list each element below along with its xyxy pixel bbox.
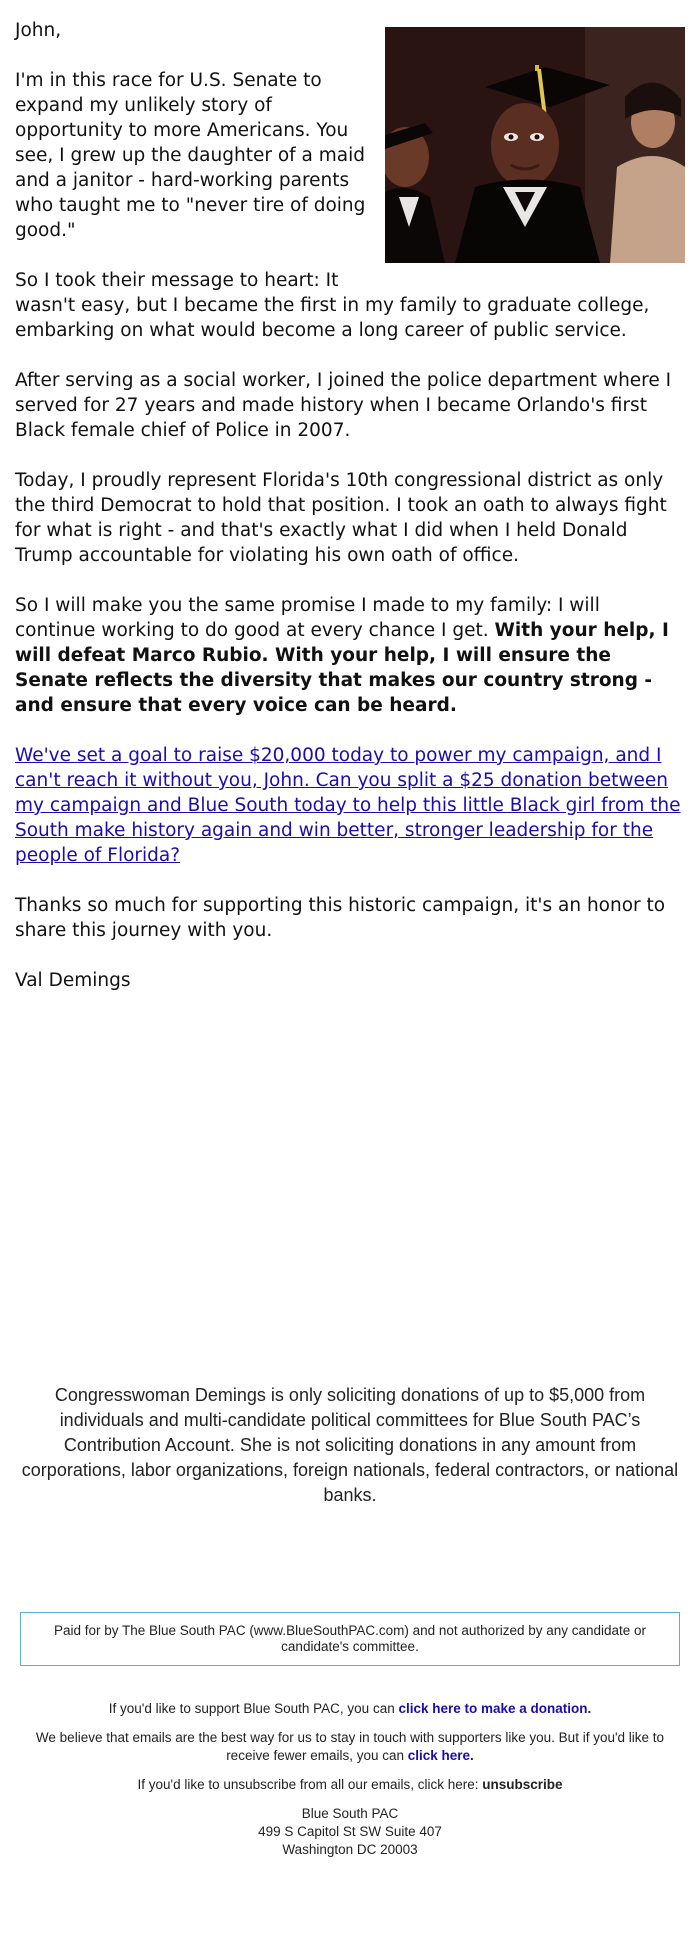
email-footer [18, 1700, 682, 1859]
address-street: 499 S Capitol St SW Suite 407 [258, 1824, 442, 1839]
unsubscribe-line [18, 1776, 682, 1794]
mailing-address [18, 1805, 682, 1859]
graduation-photo [385, 27, 685, 263]
paragraph-thanks: Thanks so much for supporting this historic campaign, it's an honor to share this journey with you. [15, 895, 666, 941]
support-text: If you'd like to support Blue South PAC, you can [108, 1701, 399, 1716]
address-name: Blue South PAC [301, 1806, 399, 1821]
fewer-emails-link[interactable]: click here. [407, 1748, 474, 1763]
paragraph-cta [15, 743, 685, 868]
donate-link[interactable]: click here to make a donation. [398, 1701, 592, 1716]
promise-text: So I will make you the same promise I made to my family: I will continue working to do good at every chance I get. [15, 595, 600, 641]
promise-bold-text: With your help, I will defeat Marco Rubio. With your help, I will ensure the Senate reflects the diversity that makes our country strong - and ensure that every voice can be heard. [15, 620, 669, 716]
graduation-photo-illustration [385, 27, 685, 263]
unsubscribe-link[interactable]: unsubscribe [482, 1777, 563, 1792]
paragraph-first-in-family: So I took their message to heart: It wasn't easy, but I became the first in my family to graduate college, embarking on what would become a long career of public service. [15, 270, 650, 341]
paragraph-intro: I'm in this race for U.S. Senate to expand my unlikely story of opportunity to more Americans. You see, I grew up the daughter of a maid and a janitor - hard-working parents who taught me to "never tire of doing good." [15, 70, 366, 241]
greeting: John, [15, 20, 62, 41]
support-line [18, 1700, 682, 1718]
signature: Val Demings [15, 970, 131, 991]
fewer-emails-line [18, 1729, 682, 1765]
paid-for-box [20, 1612, 680, 1666]
unsubscribe-text: If you'd like to unsubscribe from all our emails, click here: [137, 1777, 483, 1792]
fewer-emails-text: We believe that emails are the best way for us to stay in touch with supporters like you. But if you'd like to receive fewer emails, you can [35, 1730, 665, 1763]
donation-cta-link[interactable]: We've set a goal to raise $20,000 today to power my campaign, and I can't reach it without you, John. Can you split a $25 donation between my campaign and Blue South today to help this little Black girl from the South make history again and win better, stronger leadership for the people of Florida? [15, 745, 681, 866]
email-body [15, 18, 685, 1018]
address-city: Washington DC 20003 [282, 1842, 418, 1857]
paragraph-congress: Today, I proudly represent Florida's 10th congressional district as only the third Democrat to hold that position. I took an oath to always fight for what is right - and that's exactly what I did when I held Donald Trump accountable for violating his own oath of office. [15, 470, 667, 566]
paragraph-police-career: After serving as a social worker, I joined the police department where I served for 27 years and made history when I became Orlando's first Black female chief of Police in 2007. [15, 370, 672, 441]
solicitation-disclaimer: Congresswoman Demings is only soliciting donations of up to $5,000 from individuals and multi-candidate political committees for Blue South PAC’s Contribution Account. She is not soliciting donations in any amount from corporations, labor organizations, foreign nationals, federal contractors, or national banks. [21, 1385, 679, 1505]
paid-for-text: Paid for by The Blue South PAC (www.BlueSouthPAC.com) and not authorized by any candidate or candidate's committee. [53, 1623, 647, 1654]
paragraph-promise [15, 593, 685, 718]
